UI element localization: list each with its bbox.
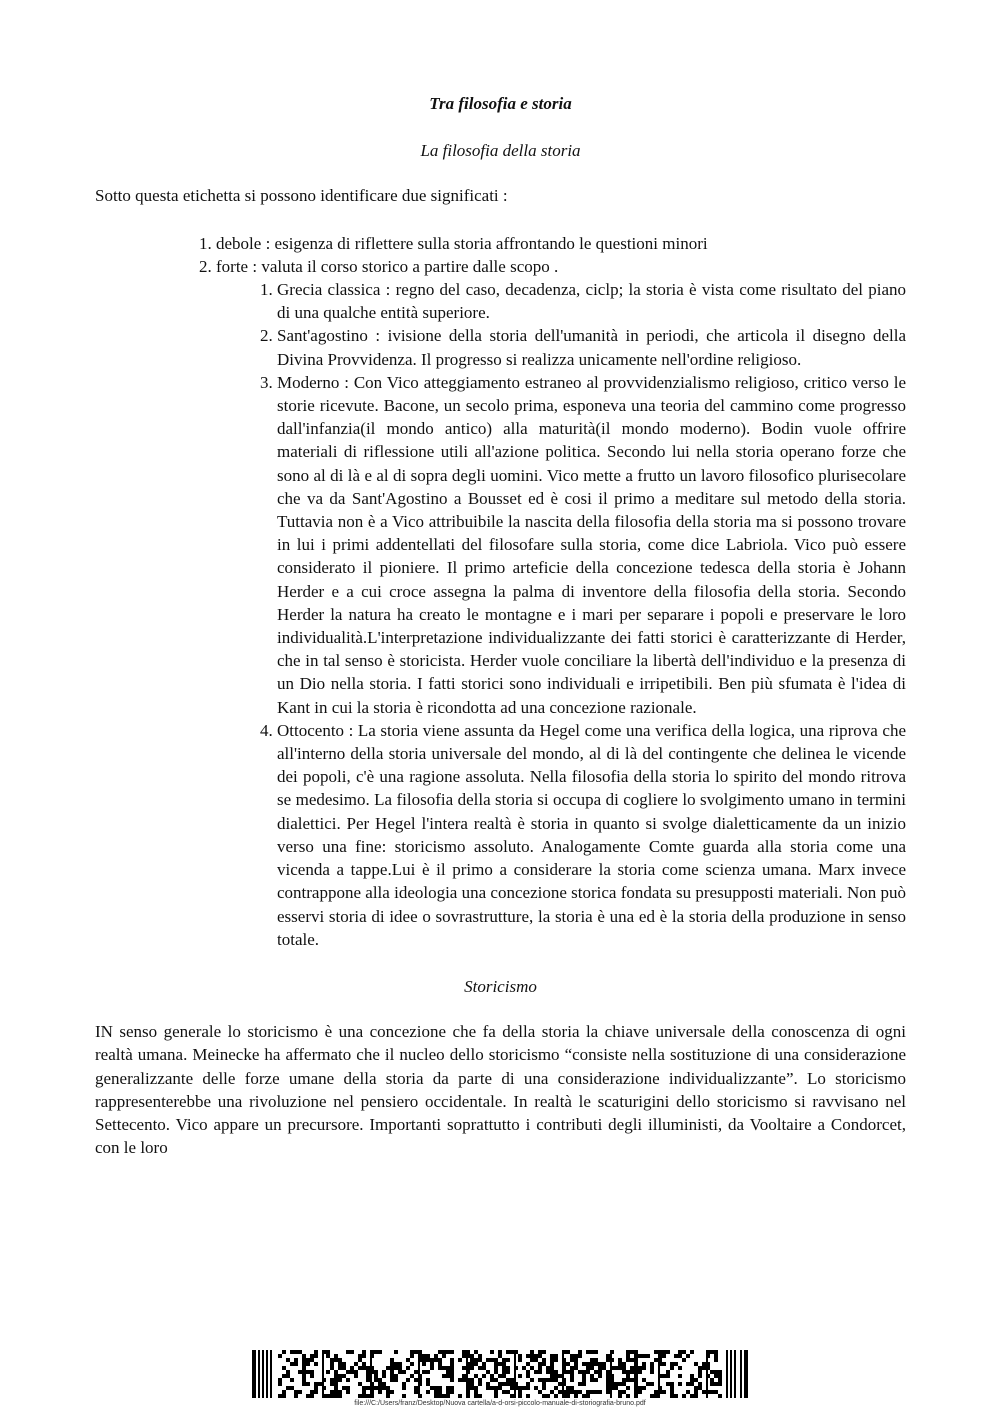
file-path: file:///C:/Users/franz/Desktop/Nuova cartella/a-d-orsi-piccolo-manuale-di-storiografia-bruno.pdf — [354, 1400, 646, 1407]
list-item-text: forte : valuta il corso storico a partire dalle scopo . — [216, 256, 559, 276]
document-page — [95, 92, 906, 1159]
intro-paragraph: Sotto questa etichetta si possono identificare due significati : — [95, 186, 508, 206]
sub-list-item: 3. Moderno : Con Vico atteggiamento estraneo al provvidenzialismo religioso, critico verso le storie ricevute. Bacone, un secolo prima, esponeva una teoria del cammino come progresso dall'infanzia(il mondo antico) alla maturità(il mondo moderno). Bodin vuole offrire materiali di riflessione utili all'azione politica. Secondo lui nella storia operano forze che sono al di là e al di sopra degli uomini. Vico mette a frutto un lavoro filosofico plurisecolare che va da Sant'Agostino a Bousset ed è cosi il primo a meditare sul metodo della storia. Tuttavia non è a Vico attribuibile la nascita della filosofia della storia ma si possono trovare in lui i primi addentellati del filosofare sulla storia, come dice Labriola. Vico può essere considerato il pioniere. Il primo arteficie della concezione tedesca della storia è Johann Herder e a cui croce assegna la palma di inventore della filosofia della storia. Secondo Herder la natura ha creato le montagne e i mari per separare i popoli e preservare le loro individualità.L'interpretazione individualizzante dei fatti storici è caratterizzante di Herder, che in tal senso è storicista. Herder vuole conciliare la libertà dell'individuo e la presenza di un Dio nella storia. I fatti storici sono individuali e irripetibili. Ben più sfumata è l'idea di Kant in cui la storia è ricondotta ad una concezione razionale. — [277, 371, 906, 719]
sub-list-item: 1. Grecia classica : regno del caso, decadenza, ciclp; la storia è vista come risultato del piano di una qualche entità superiore. — [277, 278, 906, 324]
section-paragraph: IN senso generale lo storicismo è una concezione che fa della storia la chiave universale della conoscenza di ogni realtà umana. Meinecke ha affermato che il nucleo dello storicismo “consiste nella sostituzione di una considerazione generalizzante delle forze umane della storia da parte di una considerazione individualizzante”. Lo storicismo rappresenterebbe una rivoluzione nel pensiero occidentale. In realtà le scaturigini dello storicismo si ravvisano nel Settecento. Vico appare un precursore. Importanti soprattutto i contributi degli illuministi, da Vooltaire a Condorcet, con le loro — [95, 1022, 906, 1158]
section-heading: Storicismo — [464, 976, 537, 996]
sub-list-item: 4. Ottocento : La storia viene assunta da Hegel come una verifica della logica, una riprova che all'interno della storia universale del mondo, al di là del contingente che delinea le vicende dei popoli, c'è una ragione assoluta. Nella filosofia della storia lo spirito del mondo ritrova se medesimo. La filosofia della storia si occupa di cogliere lo svolgimento umano in termini dialettici. Per Hegel l'intera realtà è storia in quanto si svolge dialetticamente da un inizio verso una fine: storicismo assoluto. Analogamente Comte guarda alla storia come una vicenda a tappe.Lui è il primo a considerare la storia come scienza umana. Marx invece contrappone alla ideologia una concezione storica fondata su presupposti materiali. Non può esservi storia di idee o sovrastrutture, la storia è una ed è la storia della produzione in senso totale. — [277, 719, 906, 951]
barcode-image — [252, 1350, 748, 1398]
document-subtitle: La filosofia della storia — [420, 141, 581, 161]
list-item: 1. debole : esigenza di riflettere sulla storia affrontando le questioni minori — [216, 232, 906, 255]
page-footer — [0, 1350, 1000, 1407]
sub-list — [216, 278, 906, 951]
sub-list-item: 2. Sant'agostino : ivisione della storia dell'umanità in periodi, che articola il disegno della Divina Provvidenza. Il progresso si realizza unicamente nell'ordine religioso. — [277, 324, 906, 370]
document-title: Tra filosofia e storia — [429, 94, 572, 113]
main-list — [95, 232, 906, 951]
list-item — [216, 255, 906, 951]
